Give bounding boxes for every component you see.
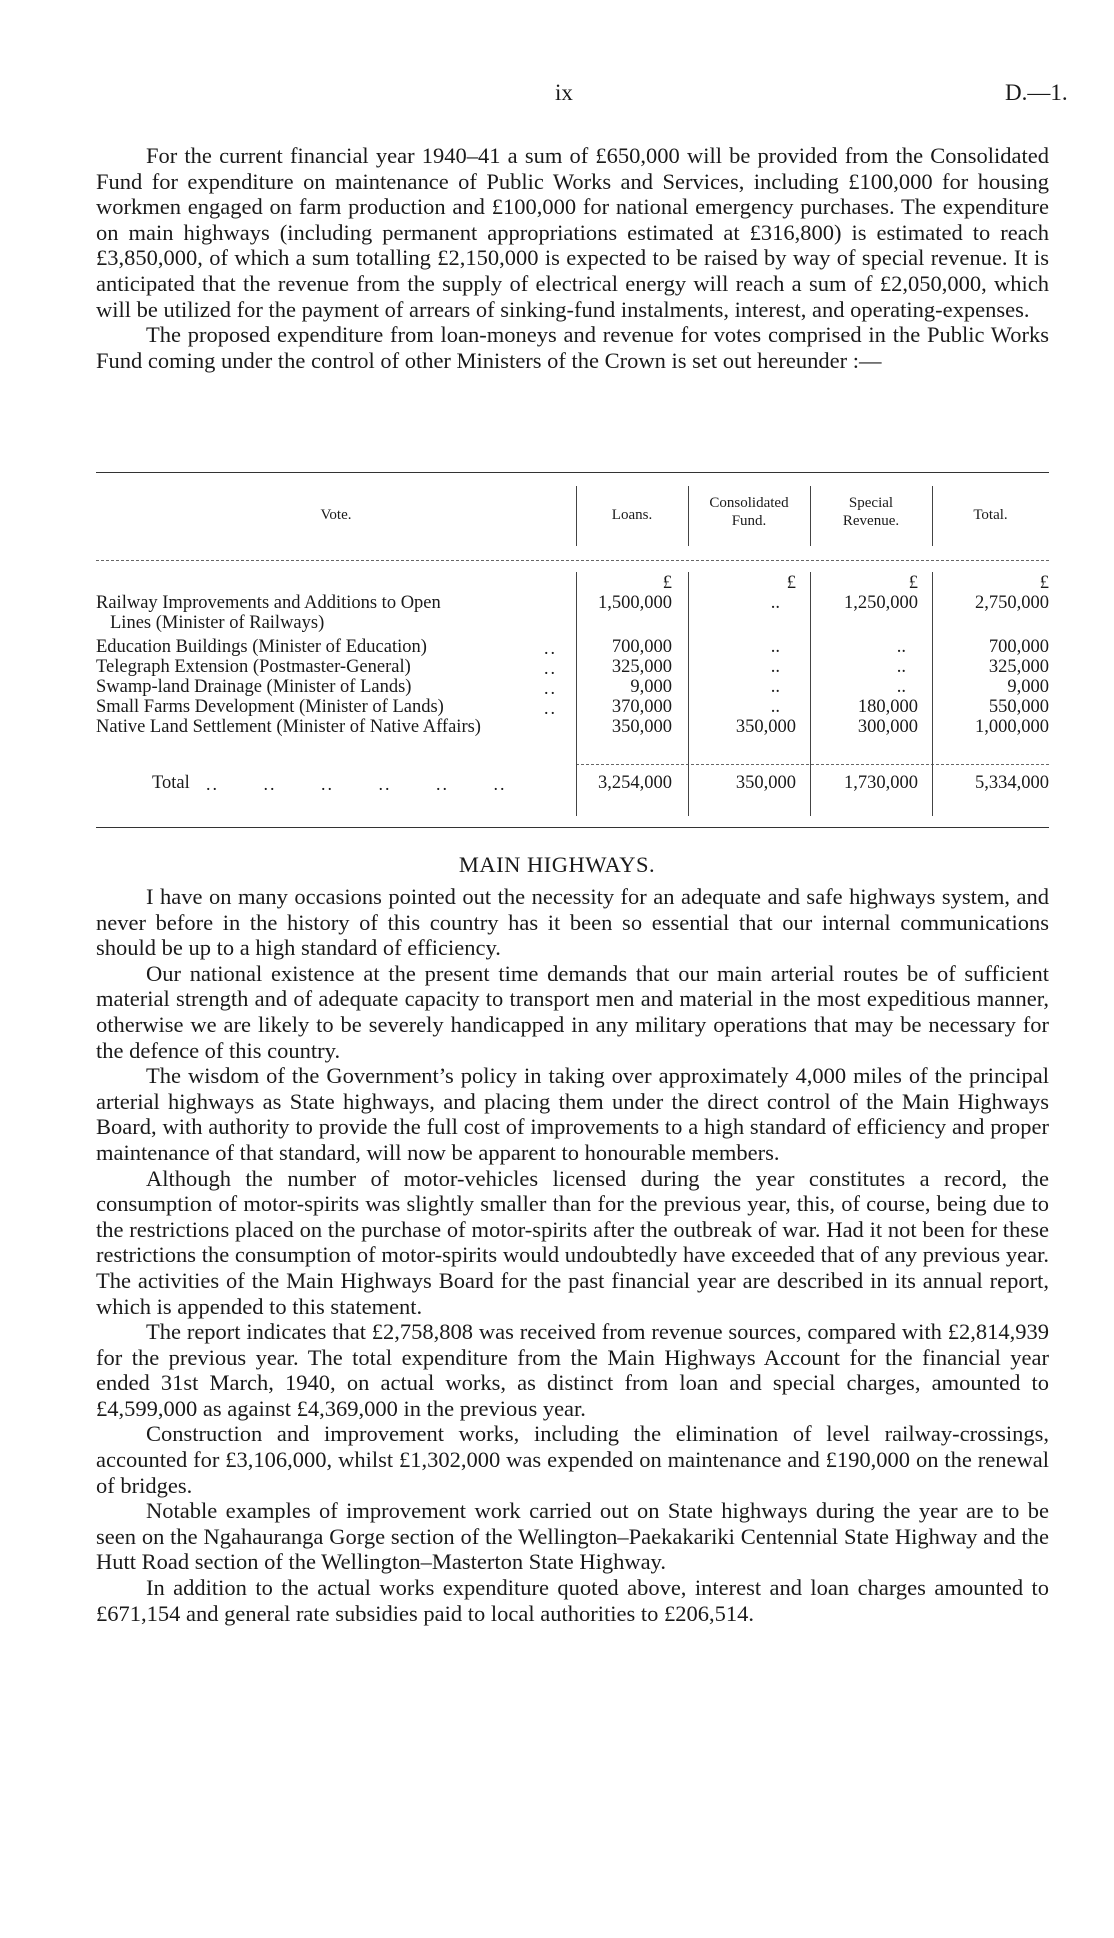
total-cell-special: 1,730,000 [844,773,918,793]
column-header-consolidated: Consolidated Fund. [709,495,789,529]
table-row-label: Small Farms Development (Minister of Lands) [96,697,444,717]
document-reference: D.—1. [1005,80,1068,105]
table-cell-consolidated: .. [770,593,780,613]
table-row-label: Telegraph Extension (Postmaster-General) [96,657,411,677]
paragraph: In addition to the actual works expenditure quoted above, interest and loan charges amounted to £671,154 and general rate subsidies paid to local authorities to £206,514. [96,1575,1049,1626]
currency-symbol: £ [662,573,672,593]
table-cell-consolidated: .. [770,637,780,657]
table-cell-loans: 325,000 [611,657,672,677]
table-cell-loans: 700,000 [611,637,672,657]
currency-symbol: £ [908,573,918,593]
table-cell-special: 1,250,000 [844,593,918,613]
table-cell-special: .. [896,677,906,697]
table-cell-total: 325,000 [988,657,1049,677]
currency-symbol: £ [1039,573,1049,593]
total-rule [576,764,1049,765]
intro-text [96,143,1049,373]
table-row-label: Swamp-land Drainage (Minister of Lands) [96,677,412,697]
table-cell-total: 700,000 [988,637,1049,657]
table-cell-loans: 350,000 [611,717,672,737]
table-bottom-rule [96,827,1049,828]
column-header-vote: Vote. [320,507,352,523]
table-cell-consolidated: .. [770,657,780,677]
total-cell-total: 5,334,000 [975,773,1049,793]
column-header-total: Total. [973,507,1008,523]
main-highways-text [96,884,1049,1626]
page-number: ix [555,80,573,105]
table-cell-loans: 1,500,000 [598,593,672,613]
paragraph: Our national existence at the present time demands that our main arterial routes be of sufficient material strength and of adequate capacity to transport men and material in the most expeditious manner, otherwise we are likely to be severely handicapped in any military operations that may be necessary for the defence of this country. [96,960,1049,1063]
table-row-label: Railway Improvements and Additions to Open [96,593,441,613]
table-header-rule [96,560,1049,561]
table-cell-special: 300,000 [857,717,918,737]
table-cell-special: .. [896,637,906,657]
total-row-label: Total [152,773,190,793]
paragraph: For the current financial year 1940–41 a sum of £650,000 will be provided from the Consolidated Fund for expenditure on maintenance of Public Works and Services, including £100,000 for housing workmen engaged on farm production and £100,000 for national emergency purchases. The expenditure on main highways (including permanent appropriations estimated at £316,800) is estimated to reach £3,850,000, of which a sum totalling £2,150,000 is expected to be raised by way of special revenue. It is anticipated that the revenue from the supply of electrical energy will reach a sum of £2,050,000, which will be utilized for the payment of arrears of sinking-fund instalments, interest, and operating-expenses. [96,143,1049,322]
paragraph: I have on many occasions pointed out the necessity for an adequate and safe highways system, and never before in the history of this country has it been so essential that our internal communications should be up to a high standard of efficiency. [96,884,1049,961]
column-header-loans: Loans. [611,507,653,523]
table-cell-loans: 370,000 [611,697,672,717]
table-cell-consolidated: .. [770,677,780,697]
paragraph: Although the number of motor-vehicles licensed during the year constitutes a record, the consumption of motor-spirits was slightly smaller than for the previous year, this, of course, being due to the restrictions placed on the purchase of motor-spirits after the outbreak of war. Had it not been for these restrictions the consumption of motor-spirits would undoubtedly have exceeded that of any previous year. The activities of the Main Highways Board for the past financial year are described in its annual report, which is appended to this statement. [96,1165,1049,1319]
table-top-rule [96,472,1049,473]
table-cell-total: 2,750,000 [975,593,1049,613]
expenditure-table: Vote. Loans. Consolidated Fund. Special Revenue. Total. £ £ £ £ Railway Improvements and Additions to Open Lines (Minister of Railways) 1,500,000 .. 1,250,000 2,750,000 Education Buildings (Minister of Education) .. 700,000 .. .. 700,000 Telegraph Extension (Postmaster-General) .. 325,000 .. .. 325,000 Swamp-land Drainage (Minister of Lands) .. 9,000 .. .. 9,000 Small Farms Development (Minister of Lands) .. 370,000 .. 180,000 550,000 Native Land Settlement (Minister of Native Affairs) 350,000 350,000 300,000 1,000,000 Total .. .. .. .. .. .. 3,254,000 350,000 1,730,000 5,334,000 [96,472,1049,828]
table-cell-special: .. [896,657,906,677]
table-cell-consolidated: 350,000 [735,717,796,737]
paragraph: The report indicates that £2,758,808 was received from revenue sources, compared with £2,814,939 for the previous year. The total expenditure from the Main Highways Account for the financial year ended 31st March, 1940, on actual works, as distinct from loan and special charges, amounted to £4,599,000 as against £4,369,000 in the previous year. [96,1319,1049,1421]
table-cell-consolidated: .. [770,697,780,717]
table-row-label: Native Land Settlement (Minister of Native Affairs) [96,717,481,737]
table-cell-special: 180,000 [857,697,918,717]
table-cell-loans: 9,000 [630,677,672,697]
total-cell-consolidated: 350,000 [735,773,796,793]
paragraph: The wisdom of the Government’s policy in taking over approximately 4,000 miles of the principal arterial highways as State highways, and placing them under the direct control of the Main Highways Board, with authority to provide the full cost of improvements to a high standard of efficiency and proper maintenance of that standard, will now be apparent to honourable members. [96,1063,1049,1165]
paragraph: Construction and improvement works, including the elimination of level railway-crossings, accounted for £3,106,000, whilst £1,302,000 was expended on maintenance and £190,000 on the renewal of bridges. [96,1421,1049,1498]
section-heading: MAIN HIGHWAYS. [458,852,656,877]
table-cell-total: 9,000 [1007,677,1049,697]
total-cell-loans: 3,254,000 [598,773,672,793]
paragraph: The proposed expenditure from loan-moneys and revenue for votes comprised in the Public Works Fund coming under the control of other Ministers of the Crown is set out hereunder :— [96,322,1049,373]
table-cell-total: 550,000 [988,697,1049,717]
table-row-label-continued: Lines (Minister of Railways) [110,613,325,633]
paragraph: Notable examples of improvement work carried out on State highways during the year are to be seen on the Ngahauranga Gorge section of the Wellington–Paekakariki Centennial State Highway and the Hutt Road section of the Wellington–Masterton State Highway. [96,1498,1049,1575]
currency-symbol: £ [786,573,796,593]
table-cell-total: 1,000,000 [975,717,1049,737]
column-header-special: Special Revenue. [842,495,900,529]
table-row-label: Education Buildings (Minister of Education) [96,637,427,657]
